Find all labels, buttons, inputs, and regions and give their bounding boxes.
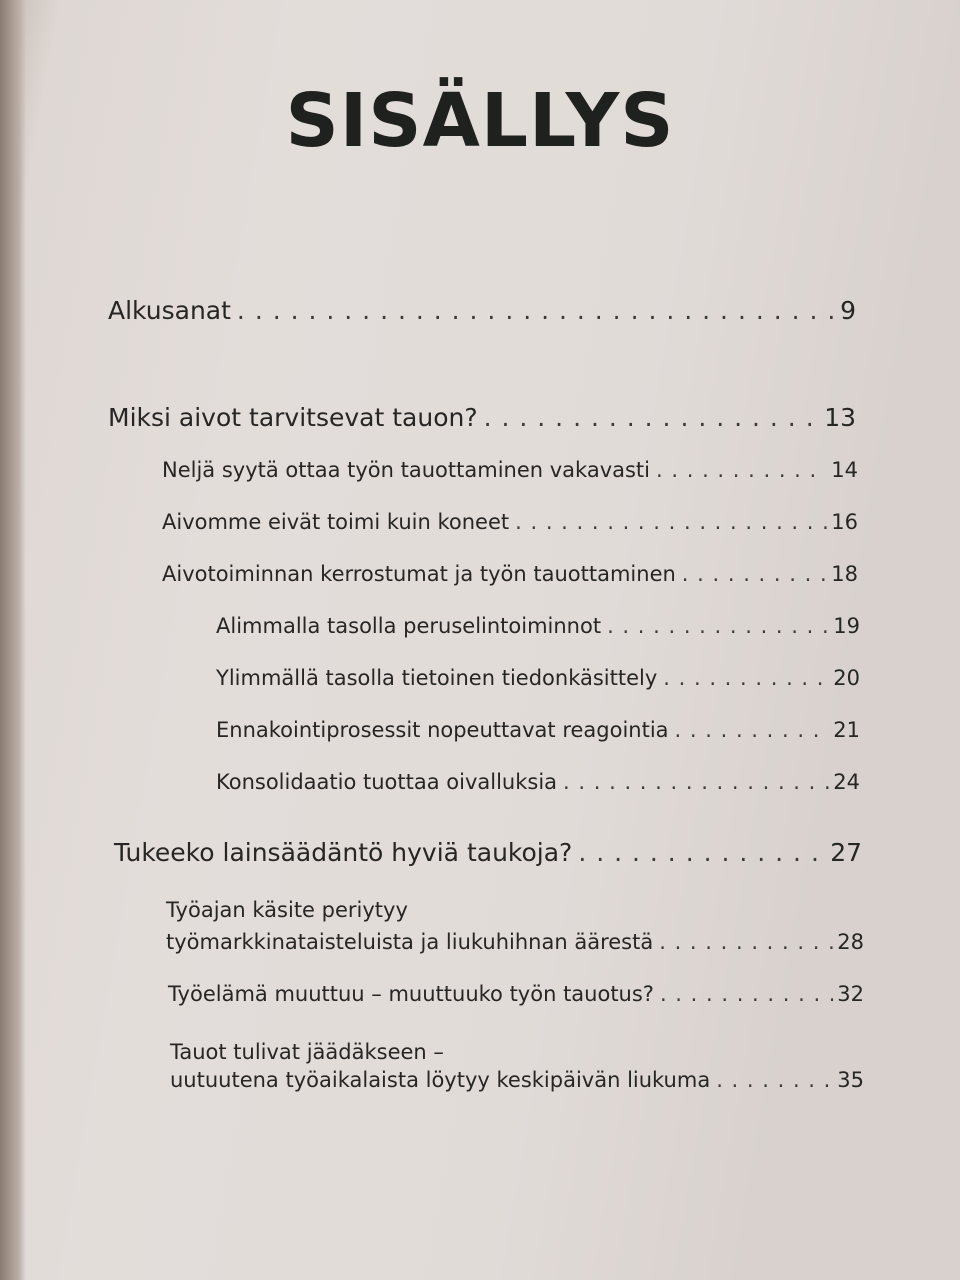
toc-page-number: 19 bbox=[833, 614, 860, 638]
toc-page-number: 20 bbox=[833, 666, 860, 690]
dot-leader bbox=[484, 403, 821, 432]
toc-entry bbox=[216, 718, 860, 742]
toc-entry-label: Työelämä muuttuu – muuttuuko työn tauotus? bbox=[168, 982, 654, 1006]
toc-page-number: 24 bbox=[833, 770, 860, 794]
toc-entry-label: Neljä syytä ottaa työn tauottaminen vakavasti bbox=[162, 458, 651, 482]
page-title: SISÄLLYS bbox=[285, 78, 675, 164]
toc-entry-label: Aivomme eivät toimi kuin koneet bbox=[162, 510, 510, 534]
dot-leader bbox=[675, 718, 830, 742]
toc-entry-label-line1: Työajan käsite periytyy bbox=[166, 898, 408, 922]
toc-entry bbox=[162, 510, 858, 534]
toc-page-number: 13 bbox=[824, 403, 856, 432]
toc-page-number: 18 bbox=[831, 562, 858, 586]
toc-entry bbox=[162, 562, 858, 586]
toc-page-number: 16 bbox=[831, 510, 858, 534]
toc-entry-label: Tukeeko lainsäädäntö hyviä taukoja? bbox=[114, 838, 573, 867]
toc-page-number: 9 bbox=[840, 296, 856, 325]
dot-leader bbox=[663, 666, 829, 690]
toc-entry-label-line2: uutuutena työaikalaista löytyy keskipäivän liukuma bbox=[170, 1068, 711, 1092]
toc-page-number: 35 bbox=[837, 1068, 864, 1092]
dot-leader bbox=[515, 510, 827, 534]
dot-leader bbox=[656, 458, 827, 482]
toc-entry-label: Aivotoiminnan kerrostumat ja työn tauottaminen bbox=[162, 562, 676, 586]
toc-entry bbox=[168, 982, 864, 1006]
dot-leader bbox=[659, 930, 833, 954]
toc-page-number: 14 bbox=[831, 458, 858, 482]
toc-entry bbox=[114, 838, 862, 867]
toc-entry bbox=[216, 770, 860, 794]
dot-leader bbox=[563, 770, 829, 794]
toc-entry bbox=[108, 403, 856, 432]
toc-entry bbox=[216, 666, 860, 690]
toc-entry-label: Alimmalla tasolla peruselintoiminnot bbox=[216, 614, 602, 638]
dot-leader bbox=[660, 982, 833, 1006]
toc-entry-label: Ylimmällä tasolla tietoinen tiedonkäsittely bbox=[216, 666, 658, 690]
toc-entry-label-line1: Tauot tulivat jäädäkseen – bbox=[170, 1040, 444, 1064]
toc-entry-continuation bbox=[166, 930, 864, 954]
toc-entry-label: Miksi aivot tarvitsevat tauon? bbox=[108, 403, 478, 432]
toc-entry-label: Ennakointiprosessit nopeuttavat reagointia bbox=[216, 718, 669, 742]
dot-leader bbox=[607, 614, 829, 638]
dot-leader bbox=[578, 838, 826, 867]
dot-leader bbox=[682, 562, 827, 586]
toc-page-number: 27 bbox=[830, 838, 862, 867]
toc-entry-label: Alkusanat bbox=[108, 296, 231, 325]
dot-leader bbox=[716, 1068, 833, 1092]
toc-page-number: 32 bbox=[837, 982, 864, 1006]
toc-entry-label: Konsolidaatio tuottaa oivalluksia bbox=[216, 770, 558, 794]
toc-entry-continuation bbox=[170, 1068, 864, 1092]
toc-entry bbox=[162, 458, 858, 482]
toc-page-number: 28 bbox=[837, 930, 864, 954]
toc-entry-label-line2: työmarkkinataisteluista ja liukuhihnan äärestä bbox=[166, 930, 654, 954]
toc-page-number: 21 bbox=[833, 718, 860, 742]
toc-entry bbox=[216, 614, 860, 638]
dot-leader bbox=[237, 296, 836, 325]
toc-entry bbox=[108, 296, 856, 325]
